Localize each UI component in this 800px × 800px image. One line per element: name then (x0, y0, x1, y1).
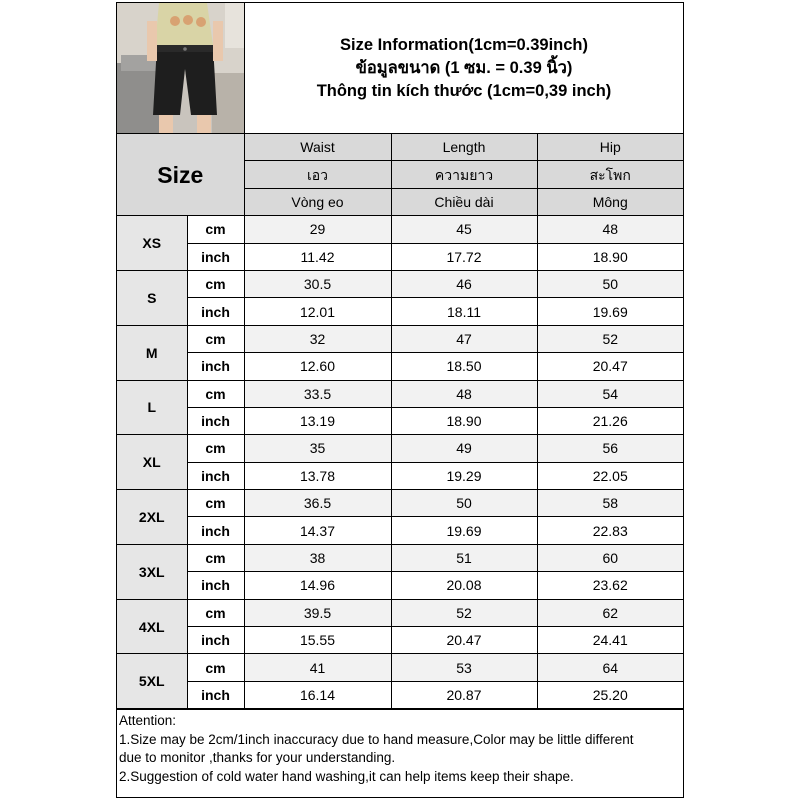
length-value-inch: 20.08 (391, 572, 537, 599)
length-value-cm: 48 (391, 380, 537, 407)
size-label: M (117, 325, 187, 380)
length-value-inch: 17.72 (391, 243, 537, 270)
size-chart-header (117, 3, 683, 134)
table-row (117, 599, 683, 626)
waist-value-inch: 16.14 (244, 681, 391, 708)
unit-label-cm: cm (187, 380, 244, 407)
column-header-hip-th: สะโพก (537, 161, 683, 188)
size-label: XL (117, 435, 187, 490)
size-chart-sheet (116, 2, 684, 798)
unit-label-inch: inch (187, 243, 244, 270)
size-table (117, 134, 683, 709)
unit-label-inch: inch (187, 462, 244, 489)
hip-value-inch: 20.47 (537, 353, 683, 380)
size-label: S (117, 270, 187, 325)
waist-value-inch: 14.37 (244, 517, 391, 544)
waist-value-cm: 30.5 (244, 270, 391, 297)
waist-value-cm: 35 (244, 435, 391, 462)
unit-label-cm: cm (187, 599, 244, 626)
table-row (117, 298, 683, 325)
unit-label-inch: inch (187, 517, 244, 544)
table-row (117, 654, 683, 681)
length-value-inch: 18.11 (391, 298, 537, 325)
size-information-title (245, 3, 683, 133)
hip-value-cm: 52 (537, 325, 683, 352)
table-row (117, 216, 683, 243)
unit-label-inch: inch (187, 353, 244, 380)
table-row (117, 462, 683, 489)
unit-label-inch: inch (187, 572, 244, 599)
waist-value-cm: 29 (244, 216, 391, 243)
unit-label-inch: inch (187, 407, 244, 434)
hip-value-cm: 64 (537, 654, 683, 681)
length-value-inch: 20.47 (391, 627, 537, 654)
length-value-inch: 19.29 (391, 462, 537, 489)
table-row (117, 544, 683, 571)
notes-line-2: due to monitor ,thanks for your understanding. (119, 750, 396, 765)
table-row (117, 517, 683, 544)
attention-notes (117, 709, 683, 797)
length-value-cm: 47 (391, 325, 537, 352)
unit-label-inch: inch (187, 681, 244, 708)
column-header-hip-vi: Mông (537, 188, 683, 215)
waist-value-cm: 33.5 (244, 380, 391, 407)
hip-value-inch: 19.69 (537, 298, 683, 325)
size-label: 5XL (117, 654, 187, 709)
table-row (117, 627, 683, 654)
header-row-english (117, 134, 683, 161)
column-header-waist-th: เอว (244, 161, 391, 188)
waist-value-cm: 38 (244, 544, 391, 571)
hip-value-cm: 62 (537, 599, 683, 626)
table-row (117, 435, 683, 462)
hip-value-cm: 48 (537, 216, 683, 243)
table-row (117, 681, 683, 708)
column-header-length-vi: Chiều dài (391, 188, 537, 215)
length-value-cm: 51 (391, 544, 537, 571)
length-value-cm: 53 (391, 654, 537, 681)
length-value-cm: 46 (391, 270, 537, 297)
notes-line-3: 2.Suggestion of cold water hand washing,it can help items keep their shape. (119, 768, 574, 784)
waist-value-cm: 36.5 (244, 490, 391, 517)
size-table-body (117, 134, 683, 709)
notes-heading: Attention: (119, 713, 177, 728)
waist-value-inch: 11.42 (244, 243, 391, 270)
size-column-header: Size (117, 134, 244, 216)
table-row (117, 407, 683, 434)
unit-label-cm: cm (187, 216, 244, 243)
length-value-cm: 49 (391, 435, 537, 462)
unit-label-cm: cm (187, 325, 244, 352)
product-photo (117, 3, 245, 133)
waist-value-cm: 41 (244, 654, 391, 681)
hip-value-cm: 60 (537, 544, 683, 571)
waist-value-inch: 12.60 (244, 353, 391, 380)
product-photo-image (117, 3, 244, 133)
hip-value-inch: 23.62 (537, 572, 683, 599)
size-label: XS (117, 216, 187, 271)
hip-value-inch: 24.41 (537, 627, 683, 654)
hip-value-cm: 54 (537, 380, 683, 407)
table-row (117, 270, 683, 297)
table-row (117, 380, 683, 407)
notes-line-1: 1.Size may be 2cm/1inch inaccuracy due to hand measure,Color may be little different (119, 731, 634, 747)
unit-label-cm: cm (187, 270, 244, 297)
waist-value-cm: 39.5 (244, 599, 391, 626)
length-value-inch: 18.90 (391, 407, 537, 434)
column-header-length-th: ความยาว (391, 161, 537, 188)
hip-value-inch: 22.05 (537, 462, 683, 489)
column-header-length-en: Length (391, 134, 537, 161)
table-row (117, 490, 683, 517)
length-value-inch: 19.69 (391, 517, 537, 544)
waist-value-inch: 13.78 (244, 462, 391, 489)
waist-value-inch: 12.01 (244, 298, 391, 325)
length-value-cm: 45 (391, 216, 537, 243)
size-label: 3XL (117, 544, 187, 599)
hip-value-inch: 21.26 (537, 407, 683, 434)
hip-value-inch: 25.20 (537, 681, 683, 708)
hip-value-cm: 58 (537, 490, 683, 517)
title-line-english: Size Information(1cm=0.39inch) (339, 35, 589, 54)
length-value-cm: 52 (391, 599, 537, 626)
size-label: L (117, 380, 187, 435)
waist-value-inch: 15.55 (244, 627, 391, 654)
table-row (117, 353, 683, 380)
unit-label-cm: cm (187, 654, 244, 681)
length-value-inch: 20.87 (391, 681, 537, 708)
unit-label-inch: inch (187, 627, 244, 654)
hip-value-inch: 18.90 (537, 243, 683, 270)
title-line-vietnamese: Thông tin kích thước (1cm=0,39 inch) (316, 81, 612, 100)
unit-label-cm: cm (187, 544, 244, 571)
unit-label-inch: inch (187, 298, 244, 325)
unit-label-cm: cm (187, 435, 244, 462)
table-row (117, 243, 683, 270)
hip-value-inch: 22.83 (537, 517, 683, 544)
unit-label-cm: cm (187, 490, 244, 517)
table-row (117, 572, 683, 599)
title-line-thai: ข้อมูลขนาด (1 ซม. = 0.39 นิ้ว) (355, 58, 573, 77)
size-label: 4XL (117, 599, 187, 654)
hip-value-cm: 56 (537, 435, 683, 462)
hip-value-cm: 50 (537, 270, 683, 297)
length-value-cm: 50 (391, 490, 537, 517)
column-header-hip-en: Hip (537, 134, 683, 161)
waist-value-inch: 14.96 (244, 572, 391, 599)
waist-value-cm: 32 (244, 325, 391, 352)
column-header-waist-vi: Vòng eo (244, 188, 391, 215)
column-header-waist-en: Waist (244, 134, 391, 161)
table-row (117, 325, 683, 352)
size-label: 2XL (117, 490, 187, 545)
length-value-inch: 18.50 (391, 353, 537, 380)
waist-value-inch: 13.19 (244, 407, 391, 434)
